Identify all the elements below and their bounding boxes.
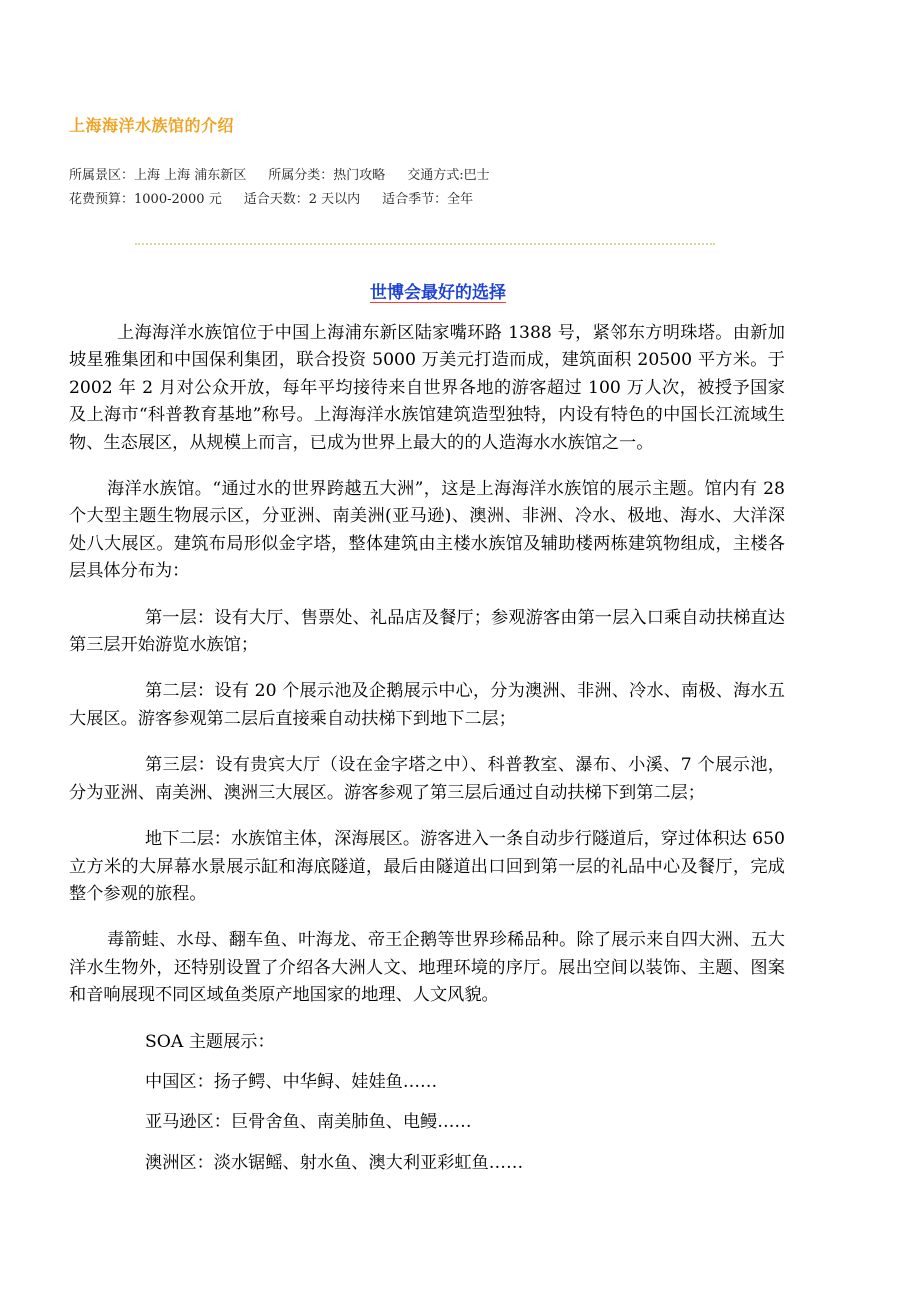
subtitle-link[interactable]: 世博会最好的选择 (370, 283, 506, 303)
meta-category: 所属分类：热门攻略 (268, 168, 386, 183)
meta-scenic-area: 所属景区：上海 上海 浦东新区 (69, 168, 247, 183)
meta-season: 适合季节：全年 (382, 192, 474, 207)
list-item-australia: 澳洲区：淡水锯鳐、射水鱼、澳大利亚彩虹鱼…… (145, 1152, 524, 1173)
paragraph-intro: 上海海洋水族馆位于中国上海浦东新区陆家嘴环路 1388 号，紧邻东方明珠塔。由新加坡星雅集团和中国保利集团，联合投资 5000 万美元打造而成，建筑面积 20500 平方米。于 2002 年 2 月对公众开放，每年平均接待来自世界各地的游客超过 100 万人次，被授予国家及上海市“科普教育基地”称号。上海海洋水族馆建筑造型独特，内设有特色的中国长江流域生物、生态展区，从规模上而言，已成为世界上最大的的人造海水水族馆之一。 (69, 323, 785, 453)
meta-line-2 (69, 188, 473, 207)
paragraph-floor-3: 第三层：设有贵宾大厅（设在金字塔之中）、科普教室、瀑布、小溪、7 个展示池，分为亚洲、南美洲、澳洲三大展区。游客参观了第三层后通过自动扶梯下到第二层； (69, 755, 785, 803)
meta-transport: 交通方式:巴士 (407, 168, 490, 183)
article-body (69, 320, 785, 1190)
paragraph-floor-2: 第二层：设有 20 个展示池及企鹅展示中心，分为澳洲、非洲、冷水、南极、海水五大展区。游客参观第二层后直接乘自动扶梯下到地下二层； (69, 681, 785, 729)
page-title: 上海海洋水族馆的介绍 (69, 116, 235, 135)
paragraph-basement-2: 地下二层：水族馆主体，深海展区。游客进入一条自动步行隧道后，穿过体积达 650 立方米的大屏幕水景展示缸和海底隧道，最后由隧道出口回到第一层的礼品中心及餐厅，完成整个参观的旅程。 (69, 829, 785, 904)
paragraph-theme: 海洋水族馆。“通过水的世界跨越五大洲”，这是上海海洋水族馆的展示主题。馆内有 28 个大型主题生物展示区，分亚洲、南美洲(亚马逊)、澳洲、非洲、冷水、极地、海水、大洋深处八大展区。建筑布局形似金字塔，整体建筑由主楼水族馆及辅助楼两栋建筑物组成，主楼各层具体分布为： (69, 479, 785, 582)
paragraph-floor-1: 第一层：设有大厅、售票处、礼品店及餐厅；参观游客由第一层入口乘自动扶梯直达第三层开始游览水族馆； (69, 607, 785, 656)
list-item-china: 中国区：扬子鳄、中华鲟、娃娃鱼…… (145, 1071, 438, 1092)
list-heading: SOA 主题展示： (145, 1031, 275, 1052)
meta-line-1 (69, 164, 490, 183)
dotted-divider (135, 243, 715, 245)
meta-days: 适合天数：2 天以内 (243, 192, 361, 207)
paragraph-species: 毒箭蛙、水母、翻车鱼、叶海龙、帝王企鹅等世界珍稀品种。除了展示来自四大洲、五大洋水生物外，还特别设置了介绍各大洲人文、地理环境的序厅。展出空间以装饰、主题、图案和音响展现不同区域鱼类原产地国家的地理、人文风貌。 (69, 930, 785, 1006)
list-item-amazon: 亚马逊区：巨骨舍鱼、南美肺鱼、电鳗…… (145, 1112, 472, 1133)
meta-budget: 花费预算：1000-2000 元 (69, 192, 222, 207)
